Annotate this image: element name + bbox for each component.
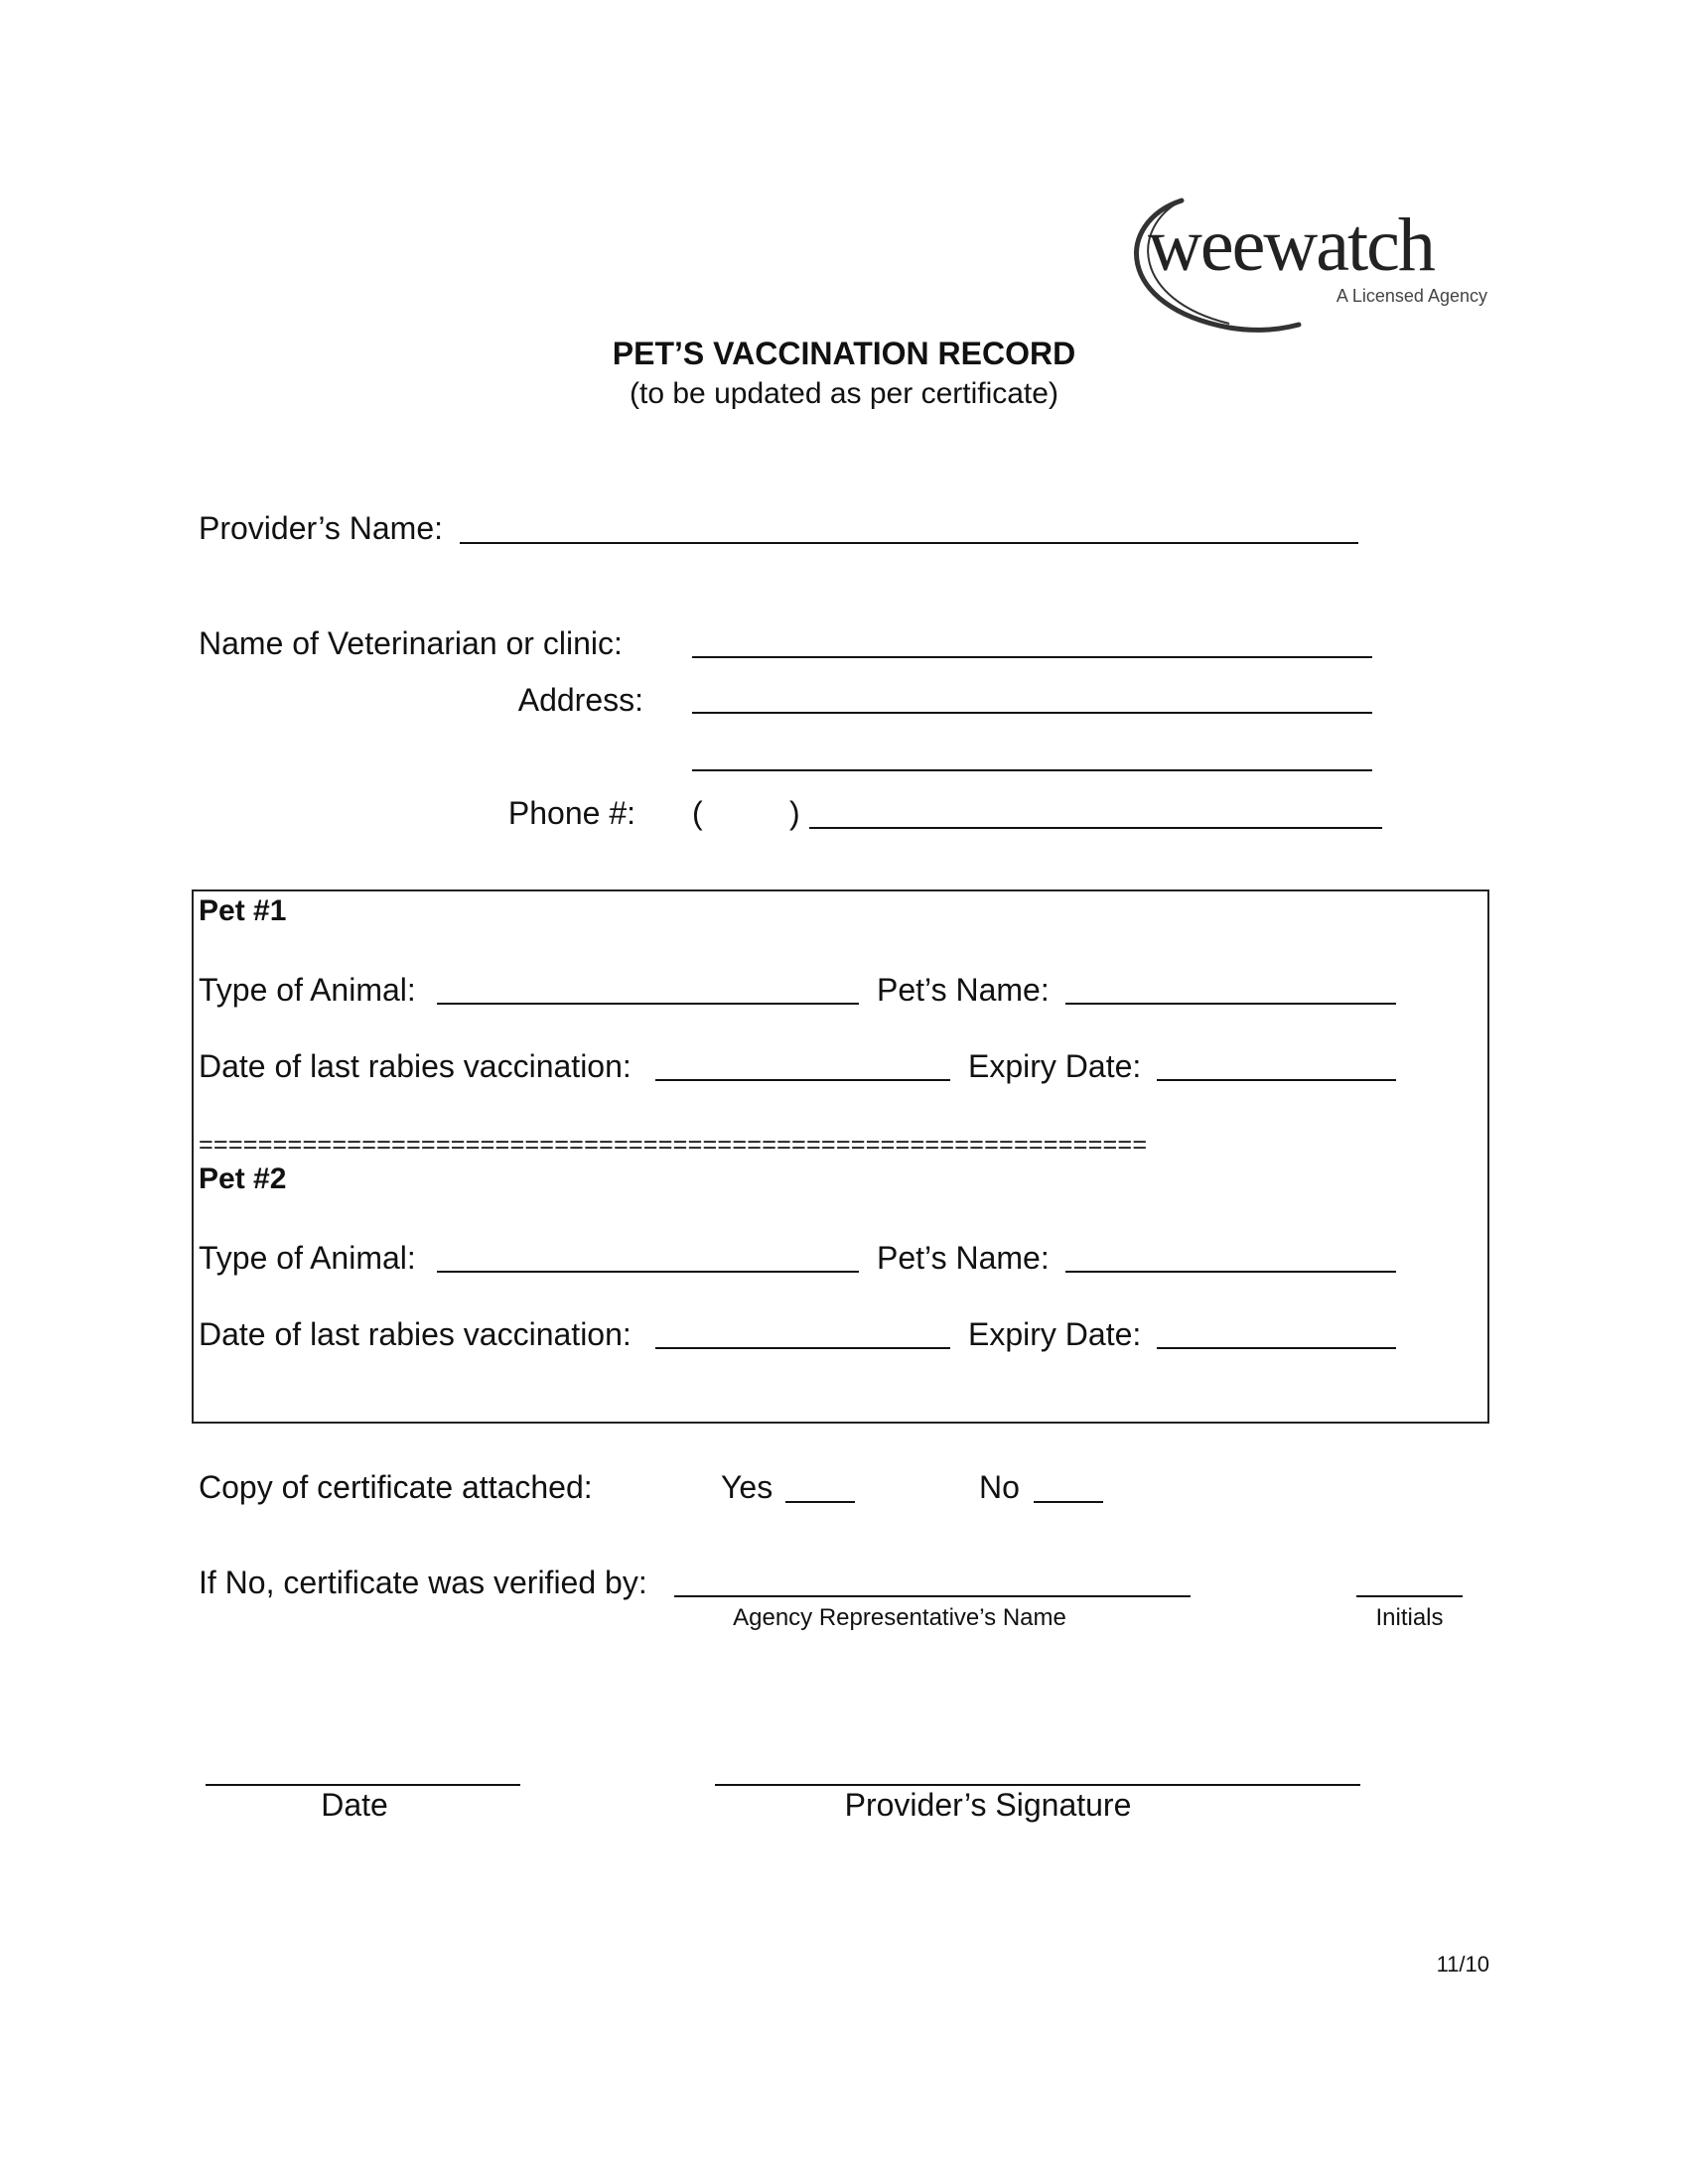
pet1-type-field[interactable] — [437, 1003, 859, 1005]
pet2-rabies-label: Date of last rabies vaccination: — [199, 1316, 632, 1352]
pet2-type-label: Type of Animal: — [199, 1240, 416, 1276]
agency-rep-name-field[interactable] — [674, 1595, 1191, 1597]
verified-by-label: If No, certificate was verified by: — [199, 1565, 647, 1600]
provider-name-label: Provider’s Name: — [199, 510, 444, 546]
pet1-rabies-label: Date of last rabies vaccination: — [199, 1048, 632, 1084]
provider-signature-field[interactable] — [715, 1784, 1360, 1786]
pet1-expiry-field[interactable] — [1157, 1079, 1396, 1081]
certificate-attached-label: Copy of certificate attached: — [199, 1469, 593, 1505]
phone-area-close: ) — [789, 795, 800, 831]
initials-field[interactable] — [1356, 1595, 1463, 1597]
pet2-heading: Pet #2 — [199, 1162, 287, 1195]
pet2-type-field[interactable] — [437, 1271, 859, 1273]
certificate-yes-label: Yes — [721, 1469, 774, 1505]
revision-code: 11/10 — [1436, 1952, 1489, 1977]
agency-rep-caption: Agency Representative’s Name — [733, 1604, 1066, 1631]
vet-name-label: Name of Veterinarian or clinic: — [199, 625, 623, 661]
vet-address-field-2[interactable] — [692, 769, 1372, 771]
vet-address-label: Address: — [517, 682, 643, 718]
certificate-no-label: No — [979, 1469, 1020, 1505]
logo-tagline: A Licensed Agency — [1336, 286, 1487, 306]
date-field[interactable] — [206, 1784, 520, 1786]
pets-separator: ================================================================ — [199, 1132, 1148, 1159]
pet1-heading: Pet #1 — [199, 894, 287, 927]
page-title: PET’S VACCINATION RECORD — [612, 336, 1076, 371]
certificate-yes-field[interactable] — [785, 1501, 855, 1503]
pet2-name-label: Pet’s Name: — [877, 1240, 1050, 1276]
pet2-expiry-label: Expiry Date: — [968, 1316, 1142, 1352]
pet1-expiry-label: Expiry Date: — [968, 1048, 1142, 1084]
vet-phone-field[interactable] — [809, 827, 1382, 829]
initials-caption: Initials — [1375, 1604, 1444, 1631]
phone-area-open: ( — [692, 795, 703, 831]
vet-phone-label: Phone #: — [507, 795, 635, 831]
pet1-name-label: Pet’s Name: — [877, 972, 1050, 1008]
vet-name-field[interactable] — [692, 656, 1372, 658]
pet2-expiry-field[interactable] — [1157, 1347, 1396, 1349]
weewatch-logo — [1120, 193, 1489, 338]
pet2-rabies-field[interactable] — [655, 1347, 950, 1349]
vet-address-field-1[interactable] — [692, 712, 1372, 714]
page-subtitle: (to be updated as per certificate) — [630, 377, 1058, 410]
pet1-type-label: Type of Animal: — [199, 972, 416, 1008]
pet2-name-field[interactable] — [1065, 1271, 1396, 1273]
logo-brand: weewatch — [1148, 204, 1434, 287]
pet1-rabies-field[interactable] — [655, 1079, 950, 1081]
signature-caption: Provider’s Signature — [844, 1787, 1132, 1823]
pet1-name-field[interactable] — [1065, 1003, 1396, 1005]
provider-name-field[interactable] — [460, 542, 1358, 544]
certificate-no-field[interactable] — [1034, 1501, 1103, 1503]
date-caption: Date — [321, 1787, 388, 1823]
